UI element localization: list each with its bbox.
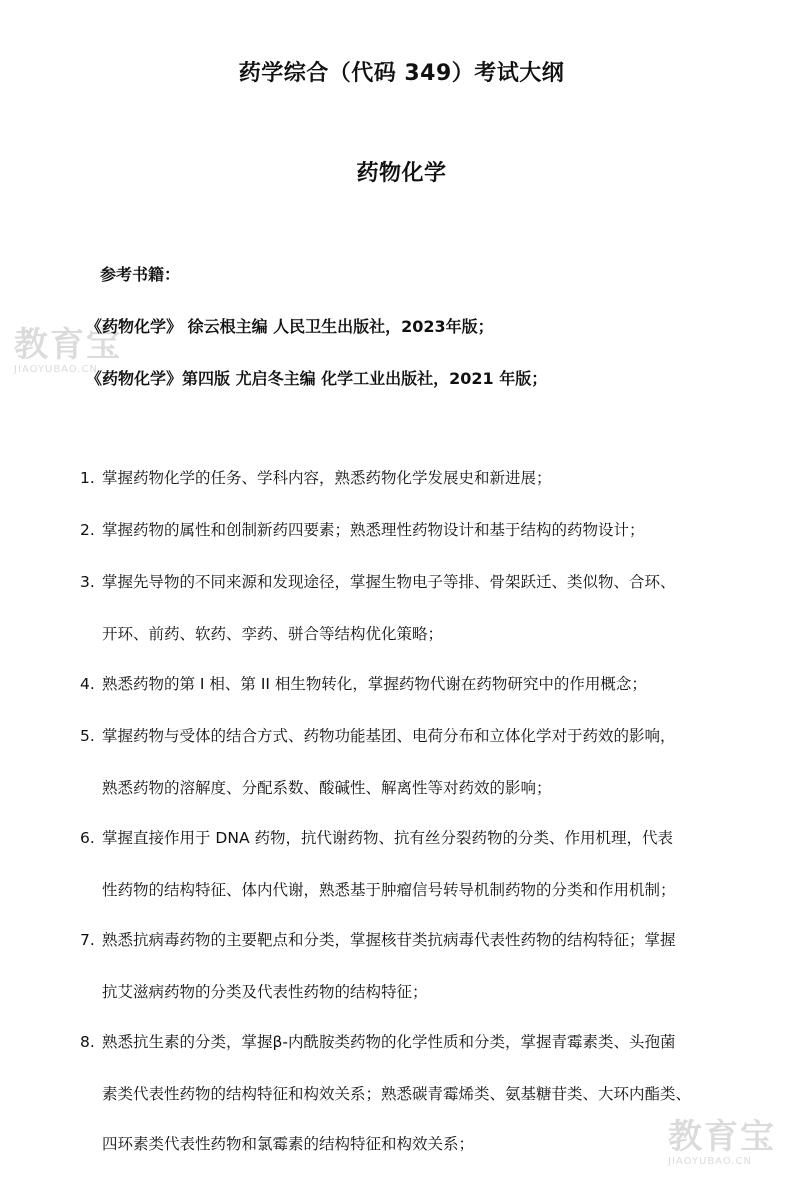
item-number: 5.	[80, 727, 95, 745]
page-title: 药学综合（代码 349）考试大纲	[238, 61, 565, 86]
watermark-logo-corner	[668, 1118, 776, 1167]
item-text: 熟悉药物的溶解度、分配系数、酸碱性、解离性等对药效的影响；	[102, 779, 552, 797]
item-text: 四环素类代表性药物和氯霉素的结构特征和构效关系；	[102, 1135, 475, 1153]
reference-book-1: 《药物化学》 徐云根主编 人民卫生出版社，2023年版；	[86, 317, 494, 336]
reference-book-2: 《药物化学》第四版 尤启冬主编 化学工业出版社，2021 年版；	[86, 369, 548, 388]
item-text: 掌握药物与受体的结合方式、药物功能基团、电荷分布和立体化学对于药效的影响，	[102, 727, 676, 745]
watermark-en-text: JIAOYUBAO.CN	[14, 364, 98, 375]
item-number: 1.	[80, 469, 95, 487]
item-text: 熟悉抗病毒药物的主要靶点和分类，掌握核苷类抗病毒代表性药物的结构特征；掌握	[102, 931, 676, 949]
item-number: 7.	[80, 931, 95, 949]
watermark-cn-text: 教育宝	[14, 325, 122, 365]
section-title: 药物化学	[356, 161, 447, 186]
references-heading: 参考书籍：	[100, 265, 181, 284]
item-text: 掌握直接作用于 DNA 药物，抗代谢药物、抗有丝分裂药物的分类、作用机理，代表	[102, 829, 673, 847]
item-number: 8.	[80, 1033, 95, 1051]
item-text: 开环、前药、软药、孪药、骈合等结构优化策略；	[102, 625, 444, 643]
watermark-en-text: JIAOYUBAO.CN	[668, 1156, 752, 1167]
item-number: 6.	[80, 829, 95, 847]
item-number: 2.	[80, 521, 95, 539]
item-text: 性药物的结构特征、体内代谢，熟悉基于肿瘤信号转导机制药物的分类和作用机制；	[102, 881, 676, 899]
item-text: 掌握药物化学的任务、学科内容，熟悉药物化学发展史和新进展；	[102, 469, 552, 487]
item-text: 素类代表性药物的结构特征和构效关系；熟悉碳青霉烯类、氨基糖苷类、大环内酯类、	[102, 1085, 692, 1103]
item-text: 抗艾滋病药物的分类及代表性药物的结构特征；	[102, 983, 428, 1001]
item-text: 熟悉药物的第 I 相、第 II 相生物转化，掌握药物代谢在药物研究中的作用概念；	[102, 675, 647, 693]
item-number: 3.	[80, 573, 95, 591]
item-number: 4.	[80, 675, 95, 693]
item-text: 掌握药物的属性和创制新药四要素；熟悉理性药物设计和基于结构的药物设计；	[102, 521, 645, 539]
item-text: 熟悉抗生素的分类，掌握β-内酰胺类药物的化学性质和分类，掌握青霉素类、头孢菌	[102, 1033, 676, 1051]
watermark-cn-text: 教育宝	[668, 1117, 776, 1157]
item-text: 掌握先导物的不同来源和发现途径，掌握生物电子等排、骨架跃迁、类似物、合环、	[102, 573, 676, 591]
